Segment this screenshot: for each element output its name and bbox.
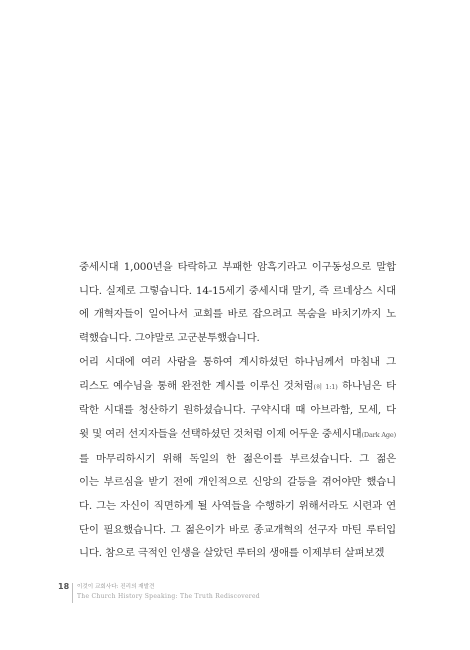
text-segment: 윗 및 여러 선지자들을 선택하셨던 것처럼 이제 어두운 중세시대 xyxy=(79,427,362,440)
text-segment: 하나님은 타 xyxy=(337,379,397,392)
text-line: 이는 부르심을 받기 전에 개인적으로 신앙의 갈등을 겪어야만 했습니 xyxy=(79,476,396,489)
text-line: 니다. 실제로 그렇습니다. 14-15세기 중세시대 말기, 즉 르네상스 시대 xyxy=(79,284,396,297)
page-number: 18 xyxy=(58,582,70,591)
text-segment: 리스도 예수님을 통해 완전한 계시를 이루신 것처럼 xyxy=(79,379,314,392)
text-line: 단이 필요했습니다. 그 젊은이가 바로 종교개혁의 선구자 마틴 루터입 xyxy=(79,523,396,536)
body-text xyxy=(79,256,396,566)
text-line: 에 개혁자들이 일어나서 교회를 바로 잡으려고 목숨을 바치기까지 노 xyxy=(79,308,396,321)
page-footer xyxy=(58,582,418,608)
text-line: 력했습니다. 그야말로 고군분투했습니다. xyxy=(79,332,260,345)
footer-divider xyxy=(72,583,73,603)
text-line: 니다. 참으로 극적인 인생을 살았던 루터의 생애를 이제부터 살펴보겠 xyxy=(79,547,385,560)
text-line: 락한 시대를 청산하기 원하셨습니다. 구약시대 때 아브라함, 모세, 다 xyxy=(79,404,396,417)
text-line-with-reference xyxy=(79,375,396,400)
running-title: 이것이 교회사다: 진리의 재발견 xyxy=(77,584,155,590)
running-subtitle: The Church History Speaking: The Truth Rediscovered xyxy=(77,593,260,600)
text-line: 어리 시대에 여러 사람을 통하여 계시하셨던 하나님께서 마침내 그 xyxy=(79,355,396,368)
text-line: 중세시대 1,000년을 타락하고 부패한 암흑기라고 이구동성으로 말합 xyxy=(79,261,396,273)
text-line: 다. 그는 자신이 직면하게 될 사역들을 수행하기 위해서라도 시련과 연 xyxy=(79,500,396,513)
scripture-reference: (히 1:1) xyxy=(313,382,338,391)
paragraph-2 xyxy=(79,351,396,566)
text-line: 를 마무리하시기 위해 독일의 한 젊은이를 부르셨습니다. 그 젊은 xyxy=(79,452,396,465)
english-gloss: (Dark Age) xyxy=(361,430,396,439)
text-line-with-gloss xyxy=(79,423,396,448)
paragraph-1 xyxy=(79,256,396,351)
